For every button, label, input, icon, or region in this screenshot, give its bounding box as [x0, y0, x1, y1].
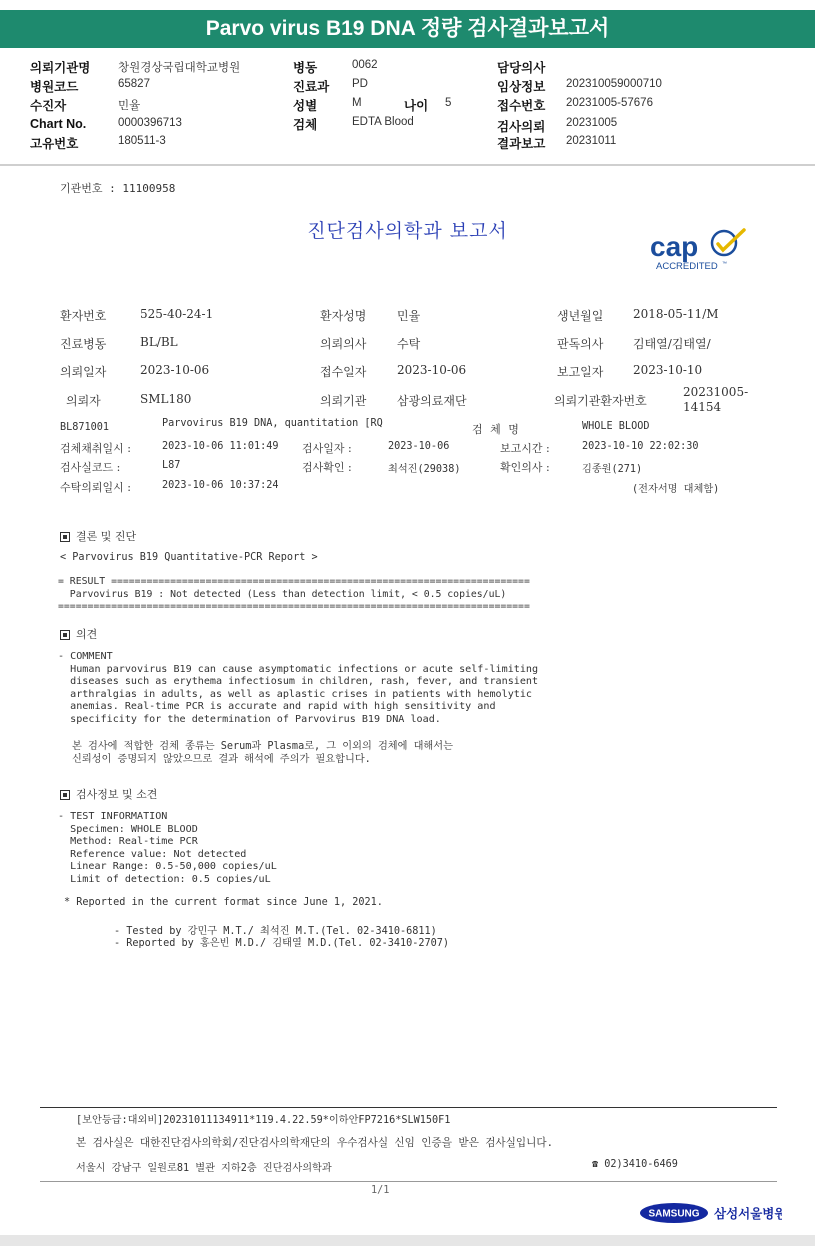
- value-recv-date: 2023-10-06: [397, 363, 467, 377]
- section-result-heading-text: 결론 및 진단: [76, 530, 137, 543]
- samsung-hospital-logo: [640, 1201, 782, 1225]
- value-requester: SML180: [140, 392, 192, 406]
- label-chart-no: Chart No.: [30, 117, 87, 131]
- value-age: 5: [445, 97, 452, 109]
- header-divider: [0, 164, 815, 166]
- label-contract-req: 수탁의뢰일시 :: [60, 481, 131, 494]
- label-test-request: 검사의뢰: [497, 120, 546, 134]
- label-confirm-doctor: 확인의사 :: [500, 461, 550, 474]
- label-collect: 검체채취일시 :: [60, 442, 131, 455]
- bottom-bar: [0, 1235, 815, 1246]
- label-dept: 진료과: [293, 80, 330, 94]
- address-line: 서울시 강남구 일원로81 별관 지하2층 진단검사의학과: [76, 1163, 332, 1174]
- label-accession: 접수번호: [497, 99, 546, 113]
- title-bar: [0, 10, 815, 48]
- value-test-request: 20231005: [566, 117, 618, 129]
- value-name: 민율: [397, 309, 421, 323]
- value-chart-no: 0000396713: [118, 117, 182, 129]
- value-org-pid-line1: 20231005-: [683, 385, 749, 399]
- square-bullet-icon: [60, 790, 70, 800]
- value-dept: PD: [352, 78, 368, 90]
- korean-note-line-2: 신뢰성이 증명되지 않았으므로 결과 해석에 주의가 필요합니다.: [72, 754, 371, 765]
- label-pid: 환자번호: [60, 309, 107, 323]
- value-clinical: 202310059000710: [566, 78, 662, 90]
- value-sex: M: [352, 97, 362, 109]
- institution-number: 기관번호 : 11100958: [60, 182, 176, 195]
- reported-note: * Reported in the current format since June 1, 2021.: [64, 897, 383, 908]
- label-dob: 생년월일: [557, 309, 604, 323]
- reported-by: - Reported by 홍은빈 M.D./ 김태열 M.D.(Tel. 02-3410-2707): [114, 938, 450, 949]
- value-ward: 0062: [352, 59, 378, 71]
- label-name: 환자성명: [320, 309, 367, 323]
- value-accession: 20231005-57676: [566, 97, 653, 109]
- value-patient: 민율: [118, 100, 141, 112]
- value-exam-date: 2023-10-06: [388, 441, 450, 452]
- label-test-specimen: 검 체 명: [472, 423, 521, 436]
- label-recv-date: 접수일자: [320, 365, 367, 379]
- security-line: [보안등급:대외비]20231011134911*119.4.22.59*이하안FP7216*SLW150F1: [76, 1115, 451, 1126]
- label-report-time: 보고시간 :: [500, 442, 550, 455]
- value-req-org: 삼광의료재단: [397, 394, 467, 408]
- value-collect: 2023-10-06 11:01:49: [162, 441, 279, 452]
- label-requester: 의뢰자: [66, 394, 101, 408]
- value-dob: 2018-05-11/M: [633, 307, 719, 321]
- label-lab-code: 검사실코드 :: [60, 461, 121, 474]
- label-result-report: 결과보고: [497, 137, 546, 151]
- samsung-logo-icon: [640, 1201, 782, 1225]
- label-org-pid: 의뢰기관환자번호: [554, 394, 647, 408]
- cap-logo-text: cap: [650, 231, 699, 262]
- label-age: 나이: [404, 99, 429, 113]
- label-ward: 병동: [293, 61, 318, 75]
- value-req-doctor: 수탁: [397, 337, 421, 351]
- korean-note-line-1: 본 검사에 적합한 검체 종류는 Serum과 Plasma로, 그 이외의 검체에 대해서는: [72, 741, 453, 752]
- value-patient-ward: BL/BL: [140, 335, 178, 349]
- value-test-specimen: WHOLE BLOOD: [582, 421, 650, 432]
- report-title: 진단검사의학과 보고서: [307, 220, 508, 242]
- samsung-logo-text: SAMSUNG: [648, 1208, 700, 1220]
- value-contract-req: 2023-10-06 10:37:24: [162, 480, 279, 491]
- value-result-report: 20231011: [566, 135, 617, 147]
- value-req-date: 2023-10-06: [140, 363, 210, 377]
- test-code: BL871001: [60, 422, 110, 433]
- label-specimen: 검체: [293, 118, 318, 132]
- test-information-block: - TEST INFORMATION Specimen: WHOLE BLOOD Method: Real-time PCR Reference value: Not detected Linear Range: 0.5-50,000 copies/uL Limit of detection: 0.5 copies/uL: [58, 811, 277, 885]
- label-patient: 수진자: [30, 99, 67, 113]
- label-reading-doctor: 판독의사: [557, 337, 604, 351]
- tested-by: - Tested by 강민구 M.T./ 최석진 M.T.(Tel. 02-3410-6811): [114, 926, 437, 937]
- section-opinion-heading-text: 의견: [76, 628, 98, 641]
- value-pid: 525-40-24-1: [140, 307, 214, 321]
- test-name: Parvovirus B19 DNA, quantitation [RQ: [162, 418, 383, 429]
- section-info-heading: [60, 786, 157, 802]
- label-sex: 성별: [293, 99, 318, 113]
- label-doctor: 담당의사: [497, 61, 546, 75]
- value-report-time: 2023-10-10 22:02:30: [582, 441, 699, 452]
- footer-divider-2: [40, 1181, 777, 1182]
- label-req-org: 의뢰기관: [320, 394, 367, 408]
- label-unique-no: 고유번호: [30, 137, 79, 151]
- label-clinical: 임상정보: [497, 80, 546, 94]
- label-req-doctor: 의뢰의사: [320, 337, 367, 351]
- value-requesting-institution: 창원경상국립대학교병원: [118, 62, 241, 74]
- cap-accredited-logo: [648, 226, 750, 272]
- label-exam-confirm: 검사확인 :: [302, 461, 352, 474]
- certification-line: 본 검사실은 대한진단검사의학회/진단검사의학재단의 우수검사실 신임 인증을 받은 검사실입니다.: [76, 1137, 553, 1149]
- square-bullet-icon: [60, 532, 70, 542]
- value-confirm-doctor: 김종원(271): [582, 464, 643, 475]
- label-req-date: 의뢰일자: [60, 365, 107, 379]
- value-exam-confirm: 최석진(29038): [388, 464, 461, 475]
- cap-accredited-text: ACCREDITED: [656, 261, 718, 272]
- section-info-heading-text: 검사정보 및 소견: [76, 788, 158, 801]
- value-unique-no: 180511-3: [118, 135, 166, 147]
- label-requesting-institution: 의뢰기관명: [30, 61, 91, 75]
- value-lab-code: L87: [162, 460, 181, 471]
- value-specimen: EDTA Blood: [352, 116, 414, 128]
- label-patient-ward: 진료병동: [60, 337, 107, 351]
- cap-tm: ™: [722, 261, 727, 267]
- result-block: = RESULT ======================================================================= Parvovirus B19 : Not detected (Less than detection limit, < 0.5 copies/uL) ================================================================================: [58, 576, 530, 613]
- cap-logo-icon: [648, 226, 750, 272]
- comment-block: - COMMENT Human parvovirus B19 can cause asymptomatic infections or acute self-limiting diseases such as erythema infectiosum in children, rash, fever, and transient arthralgias in adults, as well as aplastic crises in patients with hemolytic anemias. Real-time PCR is accurate and rapid with high sensitivity and specificity for the determination of Parvovirus B19 DNA load.: [58, 651, 539, 725]
- report-name: < Parvovirus B19 Quantitative-PCR Report >: [60, 552, 318, 563]
- phone-number: ☎ 02)3410-6469: [592, 1159, 678, 1170]
- document-title: Parvo virus B19 DNA 정량 검사결과보고서: [205, 17, 610, 40]
- value-org-pid-line2: 14154: [683, 400, 722, 414]
- page-number: 1/1: [371, 1185, 390, 1196]
- square-bullet-icon: [60, 630, 70, 640]
- section-result-heading: [60, 528, 136, 544]
- section-opinion-heading: [60, 626, 97, 642]
- hospital-name: 삼성서울병원: [714, 1206, 782, 1221]
- footer-divider: [40, 1107, 777, 1108]
- label-hospital-code: 병원코드: [30, 80, 79, 94]
- value-report-date: 2023-10-10: [633, 363, 703, 377]
- value-reading-doctor: 김태열/김태열/: [633, 337, 711, 351]
- value-hospital-code: 65827: [118, 78, 150, 90]
- label-exam-date: 검사일자 :: [302, 442, 352, 455]
- label-report-date: 보고일자: [557, 365, 604, 379]
- esign-note: (전자서명 대체함): [632, 484, 720, 495]
